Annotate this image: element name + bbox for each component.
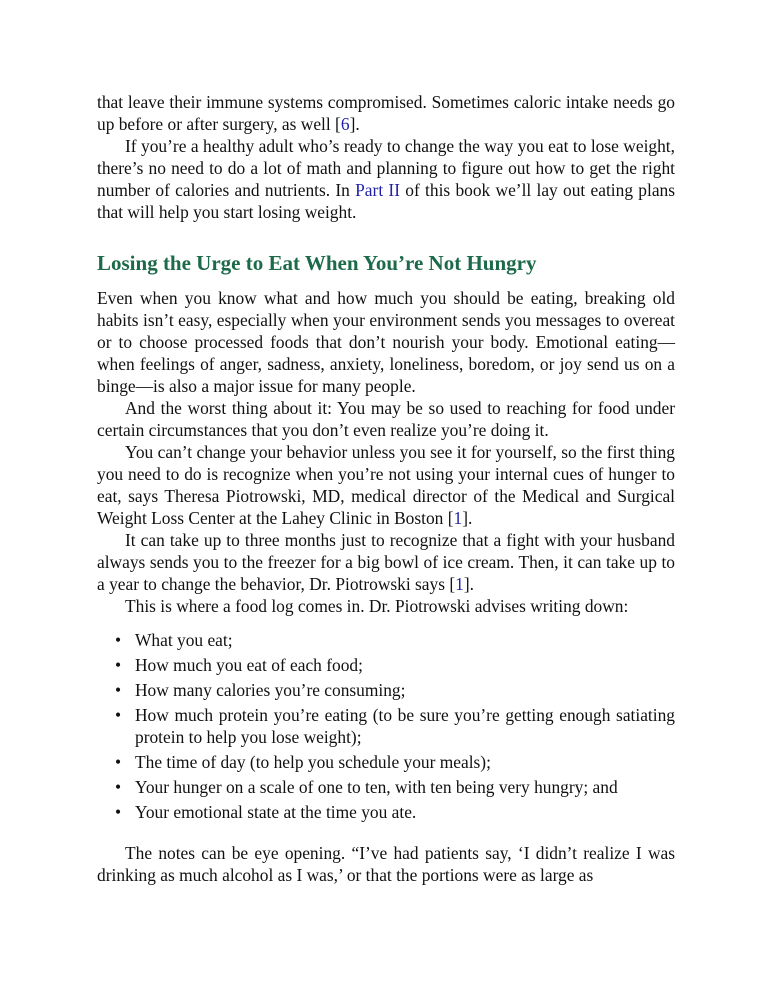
paragraph-food-log: This is where a food log comes in. Dr. Piotrowski advises writing down:	[125, 596, 629, 616]
reference-link-1[interactable]: 1	[453, 508, 463, 528]
part-ii-link[interactable]: Part II	[355, 180, 401, 200]
list-item: • What you eat;	[115, 630, 233, 650]
list-item: • Your hunger on a scale of one to ten, with ten being very hungry; and	[115, 777, 618, 797]
section-heading: Losing the Urge to Eat When You’re Not Hungry	[97, 251, 537, 275]
paragraph-healthy-adult: If you’re a healthy adult who’s ready to change the way you eat to lose weight, there’s no need to do a lot of math and planning to figure out how to get the right number of calories and nutrients. In Part II of this book we’ll lay out eating plans that will help you start losing weight.	[97, 136, 676, 222]
reference-link-1[interactable]: 1	[455, 574, 464, 594]
list-item: • The time of day (to help you schedule your meals);	[115, 752, 491, 772]
list-item: • How many calories you’re consuming;	[115, 680, 406, 700]
list-item: • How much you eat of each food;	[115, 655, 363, 675]
paragraph-notes: The notes can be eye opening. “I’ve had patients say, ‘I didn’t realize I was drinking as much alcohol as I was,’ or that the portions were as large as	[97, 843, 675, 885]
bullet-icon: •	[115, 802, 122, 822]
bullet-icon: •	[115, 680, 122, 700]
bullet-icon: •	[115, 752, 122, 772]
bullet-icon: •	[115, 630, 122, 650]
paragraph-surgery: that leave their immune systems compromised. Sometimes caloric intake needs go up before or after surgery, as well [6].	[97, 92, 675, 134]
paragraph-old-habits: Even when you know what and how much you should be eating, breaking old habits isn’t easy, especially when your environment sends you messages to overeat or to choose processed foods that don’t nourish your body. Emotional eating—when feelings of anger, sadness, anxiety, loneliness, boredom, or joy send us on a binge—is also a major issue for many people.	[97, 288, 675, 396]
bullet-icon: •	[115, 705, 122, 725]
paragraph-three-months: It can take up to three months just to recognize that a fight with your husband always sends you to the freezer for a big bowl of ice cream. Then, it can take up to a year to change the behavior, Dr. Piotrowski says [1].	[97, 530, 675, 594]
page-content	[97, 91, 675, 886]
bullet-icon: •	[115, 777, 122, 797]
bullet-icon: •	[115, 655, 122, 675]
list-item: • How much protein you’re eating (to be sure you’re getting enough satiating protein to help you lose weight);	[115, 705, 675, 747]
paragraph-change-behavior: You can’t change your behavior unless you see it for yourself, so the first thing you need to do is recognize when you’re not using your internal cues of hunger to eat, says Theresa Piotrowski, MD, medical director of the Medical and Surgical Weight Loss Center at the Lahey Clinic in Boston [1].	[97, 442, 675, 528]
list-item: • Your emotional state at the time you ate.	[115, 802, 417, 822]
reference-link-6[interactable]: 6	[340, 114, 350, 134]
paragraph-worst-thing: And the worst thing about it: You may be so used to reaching for food under certain circumstances that you don’t even realize you’re doing it.	[97, 398, 675, 440]
food-log-list	[97, 629, 675, 823]
